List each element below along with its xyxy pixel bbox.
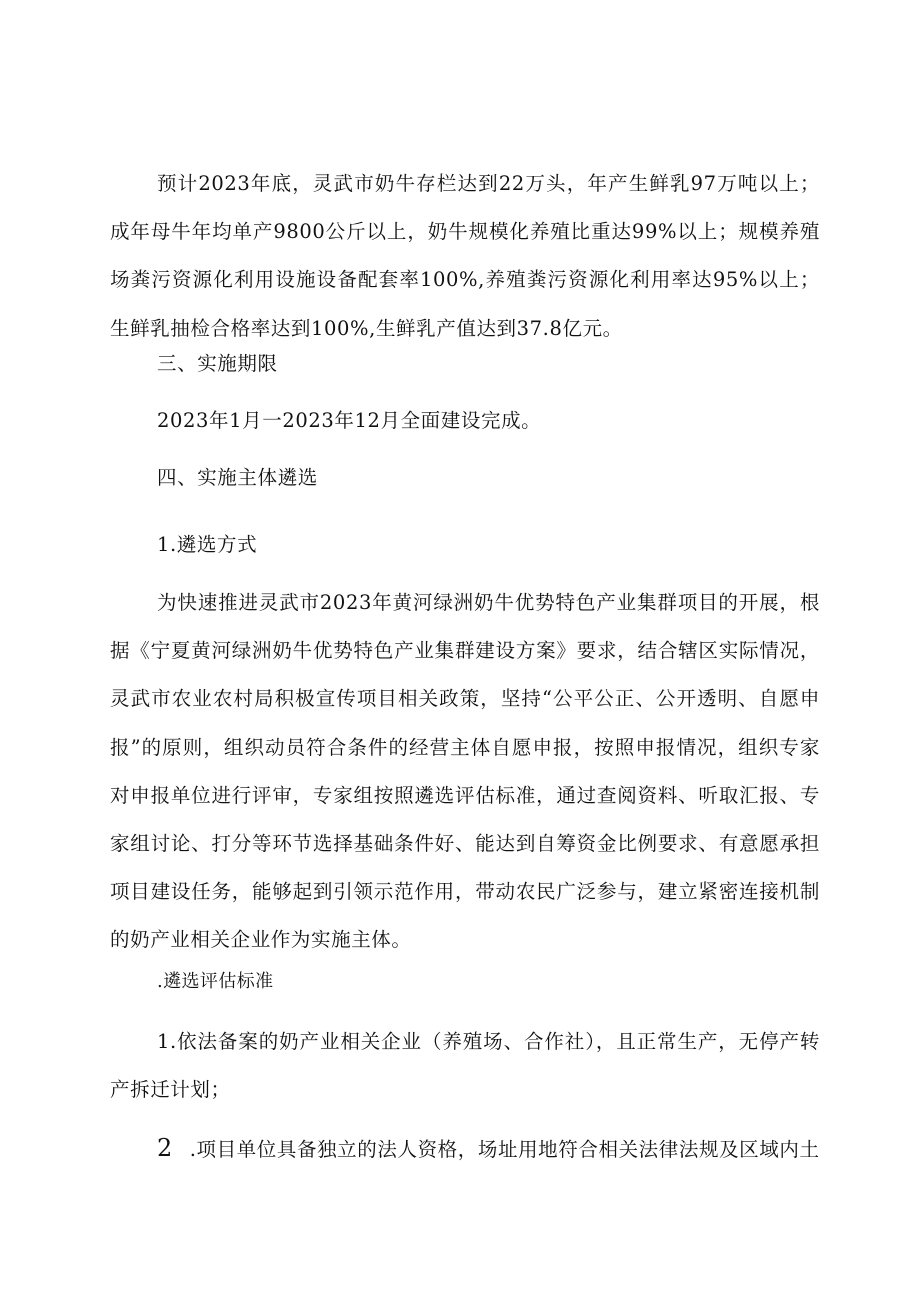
subheading-selection-method: 1.遴选方式 (157, 533, 258, 556)
paragraph-period: 2023年1月一2023年12月全面建设完成。 (157, 409, 542, 432)
paragraph-selection-method: 为快速推进灵武市2023年黄河绿洲奶牛优势特色产业集群项目的开展，根据《宁夏黄河绿洲奶牛优势特色产业集群建设方案》要求，结合辖区实际情况，灵武市农业农村局积极宣传项目相关政策，坚持“公平公正、公开透明、自愿申报”的原则，组织动员符合条件的经营主体自愿申报，按照申报情况，组织专家对申报单位进行评审，专家组按照遴选评估标准，通过查阅资料、听取汇报、专家组讨论、打分等环节选择基础条件好、能达到自筹资金比例要求、有意愿承担项目建设任务，能够起到引领示范作用，带动农民广泛参与，建立紧密连接机制的奶产业相关企业作为实施主体。 (110, 591, 820, 952)
criteria-item-2 (157, 1124, 820, 1174)
paragraph-targets: 预计2023年底，灵武市奶牛存栏达到22万头，年产生鲜乳97万吨以上；成年母牛年均单产9800公斤以上，奶牛规模化养殖比重达99%以上；规模养殖场粪污资源化利用设施设备配套率100%,养殖粪污资源化利用率达95%以上；生鲜乳抽检合格率达到100%,生鲜乳产值达到37.8亿元。 (110, 172, 820, 340)
criteria-item-2-number: 2 (157, 1134, 173, 1162)
criteria-item-2-text: .项目单位具备独立的法人资格，场址用地符合相关法律法规及区域内土 (189, 1138, 820, 1161)
heading-implementation-period: 三、实施期限 (157, 352, 278, 375)
subheading-evaluation-criteria: .遴选评估标准 (157, 971, 274, 992)
criteria-item-1: 1.依法备案的奶产业相关企业（养殖场、合作社），且正常生产，无停产转产拆迁计划； (110, 1030, 820, 1102)
heading-subject-selection: 四、实施主体遴选 (157, 466, 318, 489)
